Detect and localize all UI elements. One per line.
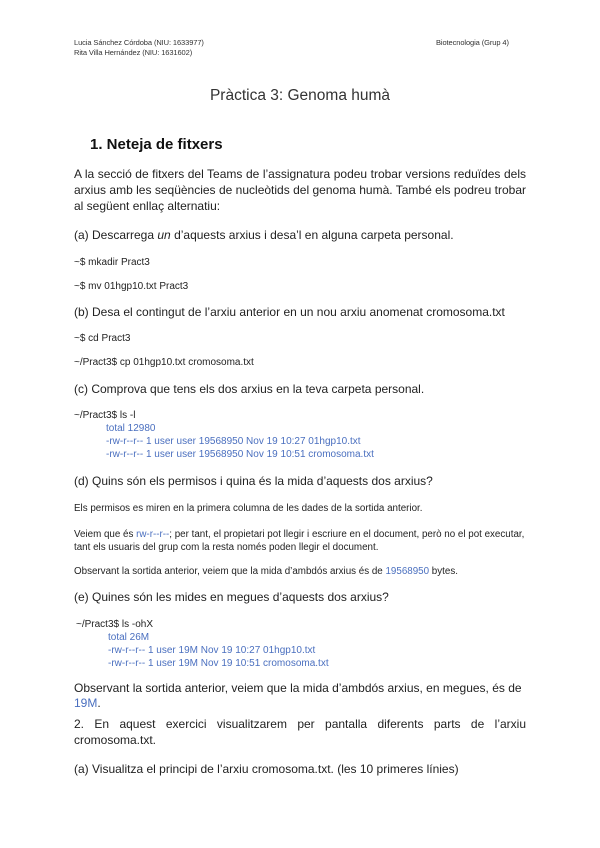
command-ls: ~/Pract3$ ls -l [74, 410, 136, 421]
question-c: (c) Comprova que tens els dos arxius en la teva carpeta personal. [74, 382, 425, 396]
exercise-2-intro: 2. En aquest exercici visualitzarem per pantalla diferents parts de l’arxiu cromosoma.txt. [74, 717, 526, 747]
permissions-code: rw-r--r-- [136, 529, 170, 540]
exercise-2-question-a: (a) Visualitza el principi de l’arxiu cromosoma.txt. (les 10 primeres línies) [74, 762, 459, 776]
question-a-prefix: (a) Descarrega [74, 228, 158, 242]
intro-paragraph: A la secció de fitxers del Teams de l’assignatura podeu trobar versions reduïdes dels arxius amb les seqüències de nucleòtids del genoma humà. També els podreu trobar al següent enllaç alternatiu: [74, 167, 526, 213]
question-a-emphasis: un [157, 228, 171, 242]
question-a [74, 228, 454, 242]
question-e: (e) Quines són les mides en megues d’aquests dos arxius? [74, 590, 389, 604]
permissions-note: Els permisos es miren en la primera columna de les dades de la sortida anterior. [74, 503, 423, 514]
size-value: 19568950 [385, 566, 430, 577]
header-author-1: Lucia Sánchez Córdoba (NIU: 1633977) [74, 38, 204, 47]
ls-output-total: total 12980 [106, 423, 156, 434]
command-ls-ohx: ~/Pract3$ ls -ohX [76, 619, 153, 630]
size-statement-start: Observant la sortida anterior, veiem que la mida d’ambdós arxius és de [74, 566, 386, 577]
command-cd: ~$ cd Pract3 [74, 333, 131, 344]
megabytes-statement-start: Observant la sortida anterior, veiem que la mida d’ambdós arxius, en megues, és de [74, 681, 522, 695]
permissions-explanation [74, 528, 530, 554]
header-course: Biotecnologia (Grup 4) [436, 38, 509, 47]
page-title: Pràctica 3: Genoma humà [209, 87, 391, 104]
size-statement [74, 566, 458, 577]
megabytes-statement-end: . [97, 696, 101, 710]
megabytes-value: 19M [74, 696, 98, 710]
ls-output-line: -rw-r--r-- 1 user user 19568950 Nov 19 10:27 01hgp10.txt [106, 436, 361, 447]
ohx-output-line: -rw-r--r-- 1 user 19M Nov 19 10:27 01hgp10.txt [108, 645, 316, 656]
command-mv: ~$ mv 01hgp10.txt Pract3 [74, 281, 189, 292]
command-cp: ~/Pract3$ cp 01hgp10.txt cromosoma.txt [74, 357, 254, 368]
question-a-suffix: d’aquests arxius i desa’l en alguna carpeta personal. [170, 228, 454, 242]
permissions-explanation-start: Veiem que és [74, 529, 137, 540]
permissions-explanation-end: ; per tant, el propietari pot llegir i escriure en el document, però no el pot executar, tant els usuaris del grup com la resta només poden llegir el document. [74, 529, 525, 553]
ohx-output-line: -rw-r--r-- 1 user 19M Nov 19 10:51 cromosoma.txt [108, 658, 329, 669]
ohx-output-total: total 26M [108, 632, 150, 643]
command-mkdir: ~$ mkadir Pract3 [74, 257, 150, 268]
question-b: (b) Desa el contingut de l’arxiu anterior en un nou arxiu anomenat cromosoma.txt [74, 305, 505, 319]
megabytes-statement [74, 681, 530, 711]
header-author-2: Rita Villa Hernández (NIU: 1631602) [74, 48, 193, 57]
size-statement-end: bytes. [429, 566, 458, 577]
question-d: (d) Quins són els permisos i quina és la mida d’aquests dos arxius? [74, 474, 433, 488]
section-heading: 1. Neteja de fitxers [90, 136, 223, 153]
ls-output-line: -rw-r--r-- 1 user user 19568950 Nov 19 10:51 cromosoma.txt [106, 449, 374, 460]
